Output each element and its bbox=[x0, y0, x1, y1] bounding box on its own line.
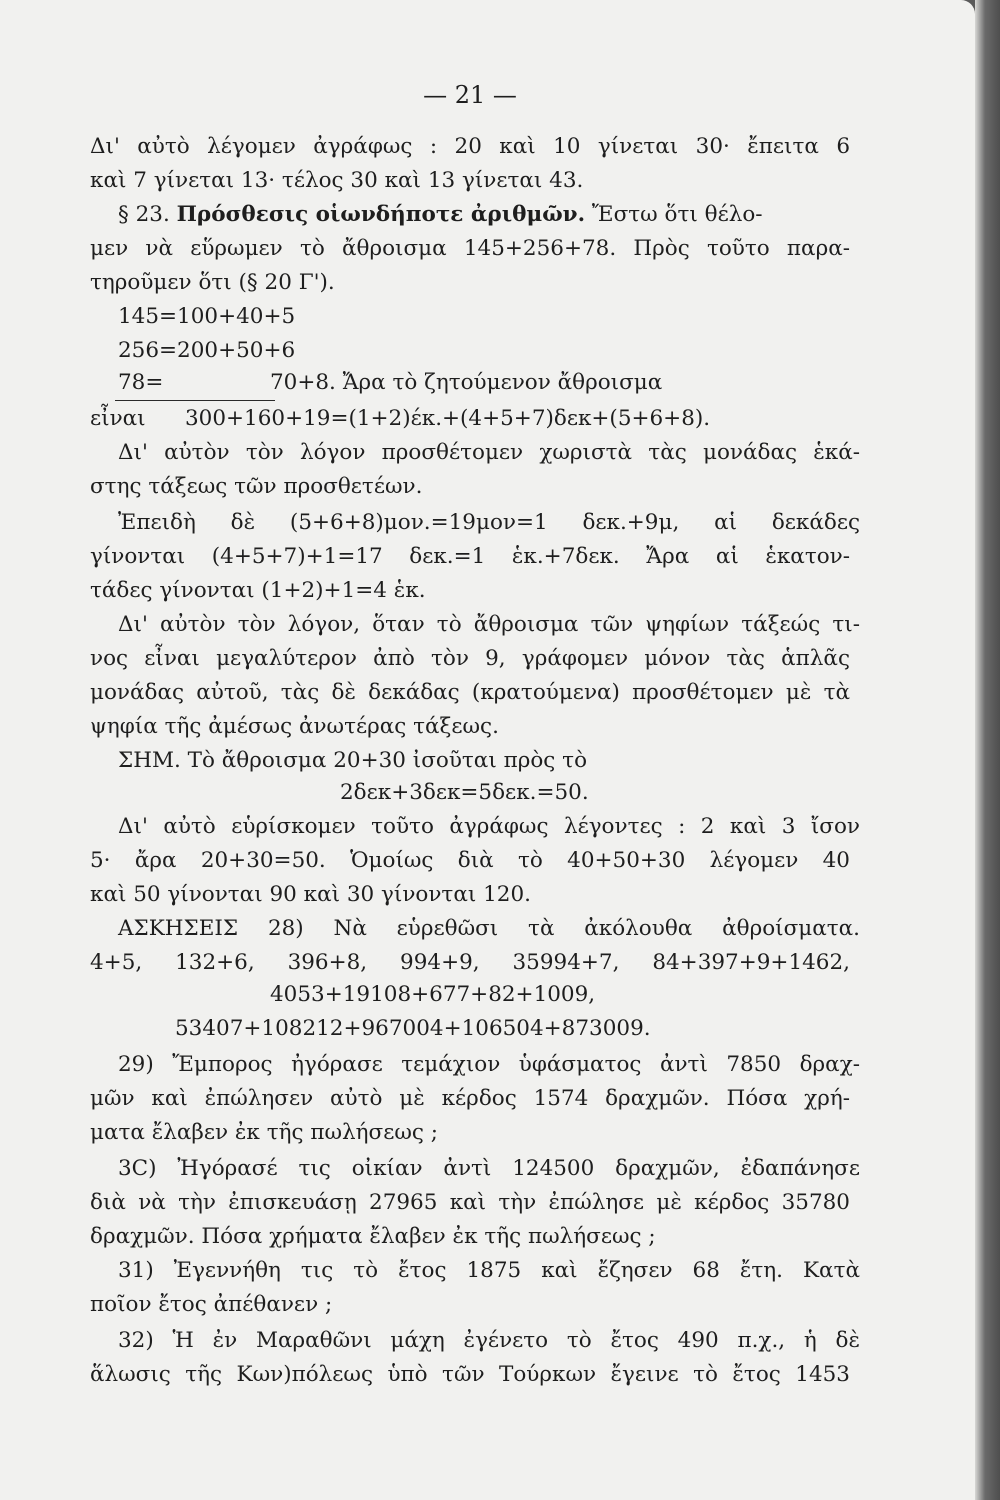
text-line: Δι' αὐτὸν τὸν λόγον προσθέτομεν χωριστὰ τὰς μονάδας ἑκά- bbox=[118, 440, 860, 465]
sum-underline bbox=[115, 400, 275, 401]
exercise-line: ποῖον ἔτος ἀπέθανεν ; bbox=[90, 1292, 333, 1317]
section-number: § 23. bbox=[118, 202, 170, 227]
equation-line-right: 70+8. Ἄρα τὸ ζητούμενον ἄθροισμα bbox=[270, 370, 663, 395]
equation-line: 300+160+19=(1+2)έκ.+(4+5+7)δεκ+(5+6+8). bbox=[185, 406, 711, 431]
text-line: τάδες γίνονται (1+2)+1=4 ἑκ. bbox=[90, 578, 426, 603]
exercise-line: 31) Ἐγεννήθη τις τὸ ἔτος 1875 καὶ ἔζησεν 68 ἔτη. Κατὰ bbox=[118, 1258, 860, 1283]
page-edge-shadow bbox=[975, 0, 1000, 1500]
text-line: νος εἶναι μεγαλύτερον ἀπὸ τὸν 9, γράφομεν μόνον τὰς ἁπλᾶς bbox=[90, 646, 850, 671]
text-line-label: εἶναι bbox=[90, 406, 146, 431]
section-intro: Ἔστω ὅτι θέλο- bbox=[591, 202, 763, 227]
exercise-line: δραχμῶν. Πόσα χρήματα ἔλαβεν ἐκ τῆς πωλήσεως ; bbox=[90, 1224, 656, 1249]
exercise-line: μῶν καὶ ἐπώλησεν αὐτὸ μὲ κέρδος 1574 δραχμῶν. Πόσα χρή- bbox=[90, 1086, 850, 1111]
exercise-line: 4+5, 132+6, 396+8, 994+9, 35994+7, 84+397+9+1462, bbox=[90, 950, 850, 975]
text-line: γίνονται (4+5+7)+1=17 δεκ.=1 ἑκ.+7δεκ. Ἄρα αἱ ἑκατον- bbox=[90, 544, 850, 569]
text-line: μονάδας αὐτοῦ, τὰς δὲ δεκάδας (κρατούμενα) προσθέτομεν μὲ τὰ bbox=[90, 680, 850, 705]
text-line: ψηφία τῆς ἀμέσως ἀνωτέρας τάξεως. bbox=[90, 714, 499, 739]
equation-line: 256=200+50+6 bbox=[118, 338, 296, 363]
text-line: Ἐπειδὴ δὲ (5+6+8)μον.=19μον=1 δεκ.+9μ, αἱ δεκάδες bbox=[118, 510, 860, 535]
text-line: τηροῦμεν ὅτι (§ 20 Γ'). bbox=[90, 270, 335, 295]
page-number: — 21 — bbox=[423, 81, 517, 109]
text-line: 5· ἄρα 20+30=50. Ὁμοίως διὰ τὸ 40+50+30 λέγομεν 40 bbox=[90, 848, 850, 873]
text-line: καὶ 7 γίνεται 13· τέλος 30 καὶ 13 γίνεται 43. bbox=[90, 168, 584, 193]
text-line: Δι' αὐτὸ εὑρίσκομεν τοῦτο ἀγράφως λέγοντες : 2 καὶ 3 ἴσον bbox=[118, 814, 860, 839]
section-heading-line bbox=[118, 200, 858, 230]
text-line: στης τάξεως τῶν προσθετέων. bbox=[90, 474, 423, 499]
exercise-line: 53407+108212+967004+106504+873009. bbox=[175, 1016, 651, 1041]
exercise-line: 32) Ἡ ἐν Μαραθῶνι μάχη ἐγένετο τὸ ἔτος 490 π.χ., ἡ δὲ bbox=[118, 1328, 860, 1353]
text-line: Δι' αὐτὸ λέγομεν ἀγράφως : 20 καὶ 10 γίνεται 30· ἔπειτα 6 bbox=[90, 134, 850, 159]
equation-line-left: 78= bbox=[118, 370, 164, 395]
exercise-line: 3C) Ἠγόρασέ τις οἰκίαν ἀντὶ 124500 δραχμῶν, ἐδαπάνησε bbox=[118, 1156, 860, 1181]
equation-line: 145=100+40+5 bbox=[118, 304, 296, 329]
exercise-line: διὰ νὰ τὴν ἐπισκευάσῃ 27965 καὶ τὴν ἐπώλησε μὲ κέρδος 35780 bbox=[90, 1190, 850, 1215]
exercise-line: ἅλωσις τῆς Κων)πόλεως ὑπὸ τῶν Τούρκων ἔγεινε τὸ ἔτος 1453 bbox=[90, 1362, 850, 1387]
text-line: Δι' αὐτὸν τὸν λόγον, ὅταν τὸ ἄθροισμα τῶν ψηφίων τάξεώς τι- bbox=[118, 612, 860, 637]
equation-line: 2δεκ+3δεκ=5δεκ.=50. bbox=[340, 780, 589, 805]
exercise-line: 4053+19108+677+82+1009, bbox=[270, 982, 596, 1007]
text-line: καὶ 50 γίνονται 90 καὶ 30 γίνονται 120. bbox=[90, 882, 531, 907]
exercise-line: ματα ἔλαβεν ἐκ τῆς πωλήσεως ; bbox=[90, 1120, 438, 1145]
text-line: μεν νὰ εὕρωμεν τὸ ἄθροισμα 145+256+78. Πρὸς τοῦτο παρα- bbox=[90, 236, 850, 261]
section-title: Πρόσθεσις οἱωνδήποτε ἀριθμῶν. bbox=[176, 202, 586, 227]
exercise-heading: ΑΣΚΗΣΕΙΣ 28) Νὰ εὑρεθῶσι τὰ ἀκόλουθα ἀθροίσματα. bbox=[118, 916, 860, 941]
note-line: ΣΗΜ. Τὸ ἄθροισμα 20+30 ἰσοῦται πρὸς τὸ bbox=[118, 748, 588, 773]
exercise-line: 29) Ἔμπορος ἠγόρασε τεμάχιον ὑφάσματος ἀντὶ 7850 δραχ- bbox=[118, 1052, 860, 1077]
